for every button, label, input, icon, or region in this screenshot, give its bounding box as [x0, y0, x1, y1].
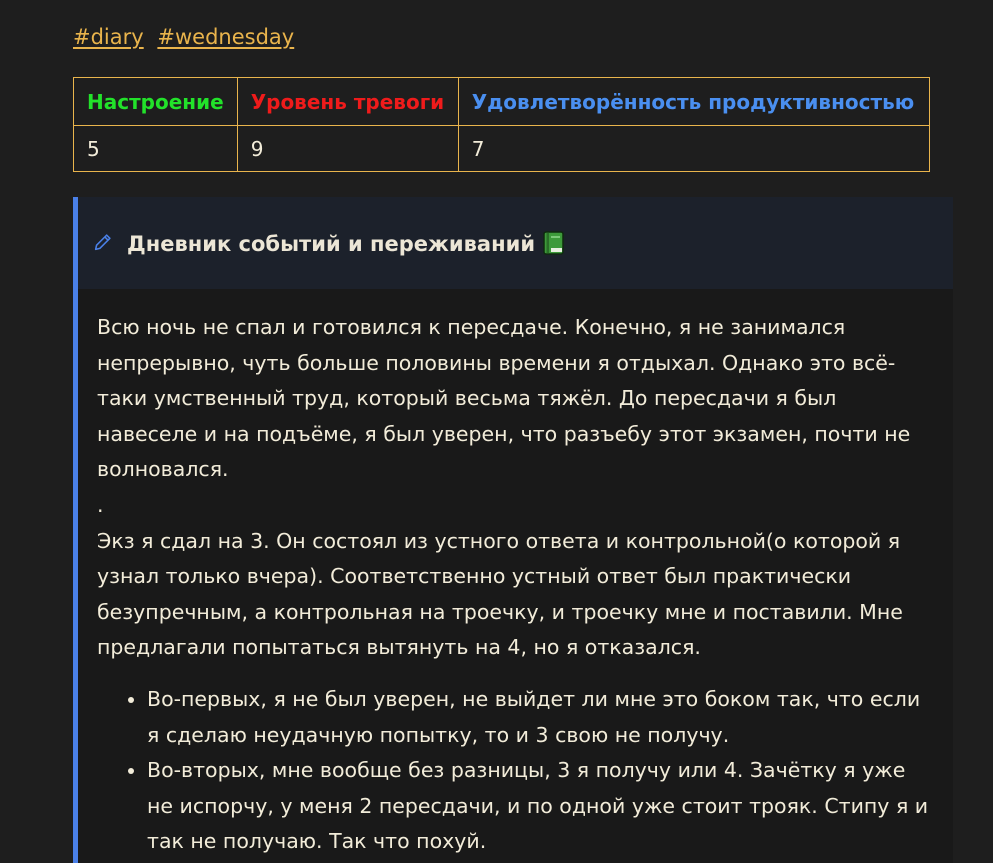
paragraph-1: Всю ночь не спал и готовился к пересдаче. Конечно, я не занимался непрерывно, чуть больше половины времени я отдыхал. Однако это всё-таки умственный труд, который весьма тяжёл. До пересдачи я был навеселе и на подъёме, я был уверен, что разъебу этот экзамен, почти не волновался.	[97, 315, 911, 482]
callout-title-text: Дневник событий и переживаний	[127, 231, 536, 256]
list-item: • Во-вторых, мне вообще без разницы, 3 я получу или 4. Зачётку я уже не испорчу, у меня 2 пересдачи, и по одной уже стоит трояк. Стипу я и так не получаю. Так что похуй.	[147, 753, 933, 860]
table-row	[74, 126, 930, 172]
callout-header[interactable]	[78, 197, 953, 289]
mood-value: 5	[74, 126, 238, 172]
satisfaction-value: 7	[458, 126, 929, 172]
tag-diary[interactable]: #diary	[73, 25, 144, 49]
paragraph-separator: .	[97, 492, 104, 517]
anxiety-value: 9	[237, 126, 458, 172]
mood-header: Настроение	[74, 78, 238, 126]
stats-table	[73, 77, 930, 172]
diary-callout	[73, 197, 953, 863]
satisfaction-header: Удовлетворённость продуктивностью	[458, 78, 929, 126]
green-book-icon	[543, 231, 564, 255]
paragraph-2: Экз я сдал на 3. Он состоял из устного ответа и контрольной(о которой я узнал только вчера). Соответственно устный ответ был практически безупречным, а контрольная на троечку, и троечку мне и поставили. Мне предлагали попытаться вытянуть на 4, но я отказался.	[97, 528, 903, 660]
pencil-icon	[92, 231, 114, 253]
callout-body	[78, 289, 953, 860]
anxiety-header: Уровень тревоги	[237, 78, 458, 126]
tag-list	[73, 22, 301, 52]
bullet-list	[97, 682, 933, 860]
list-item: • Во-первых, я не был уверен, не выйдет ли мне это боком так, что если я сделаю неудачную попытку, то и 3 свою не получу.	[147, 682, 933, 753]
tag-wednesday[interactable]: #wednesday	[157, 25, 295, 49]
table-header-row	[74, 78, 930, 126]
callout-title	[127, 231, 564, 256]
